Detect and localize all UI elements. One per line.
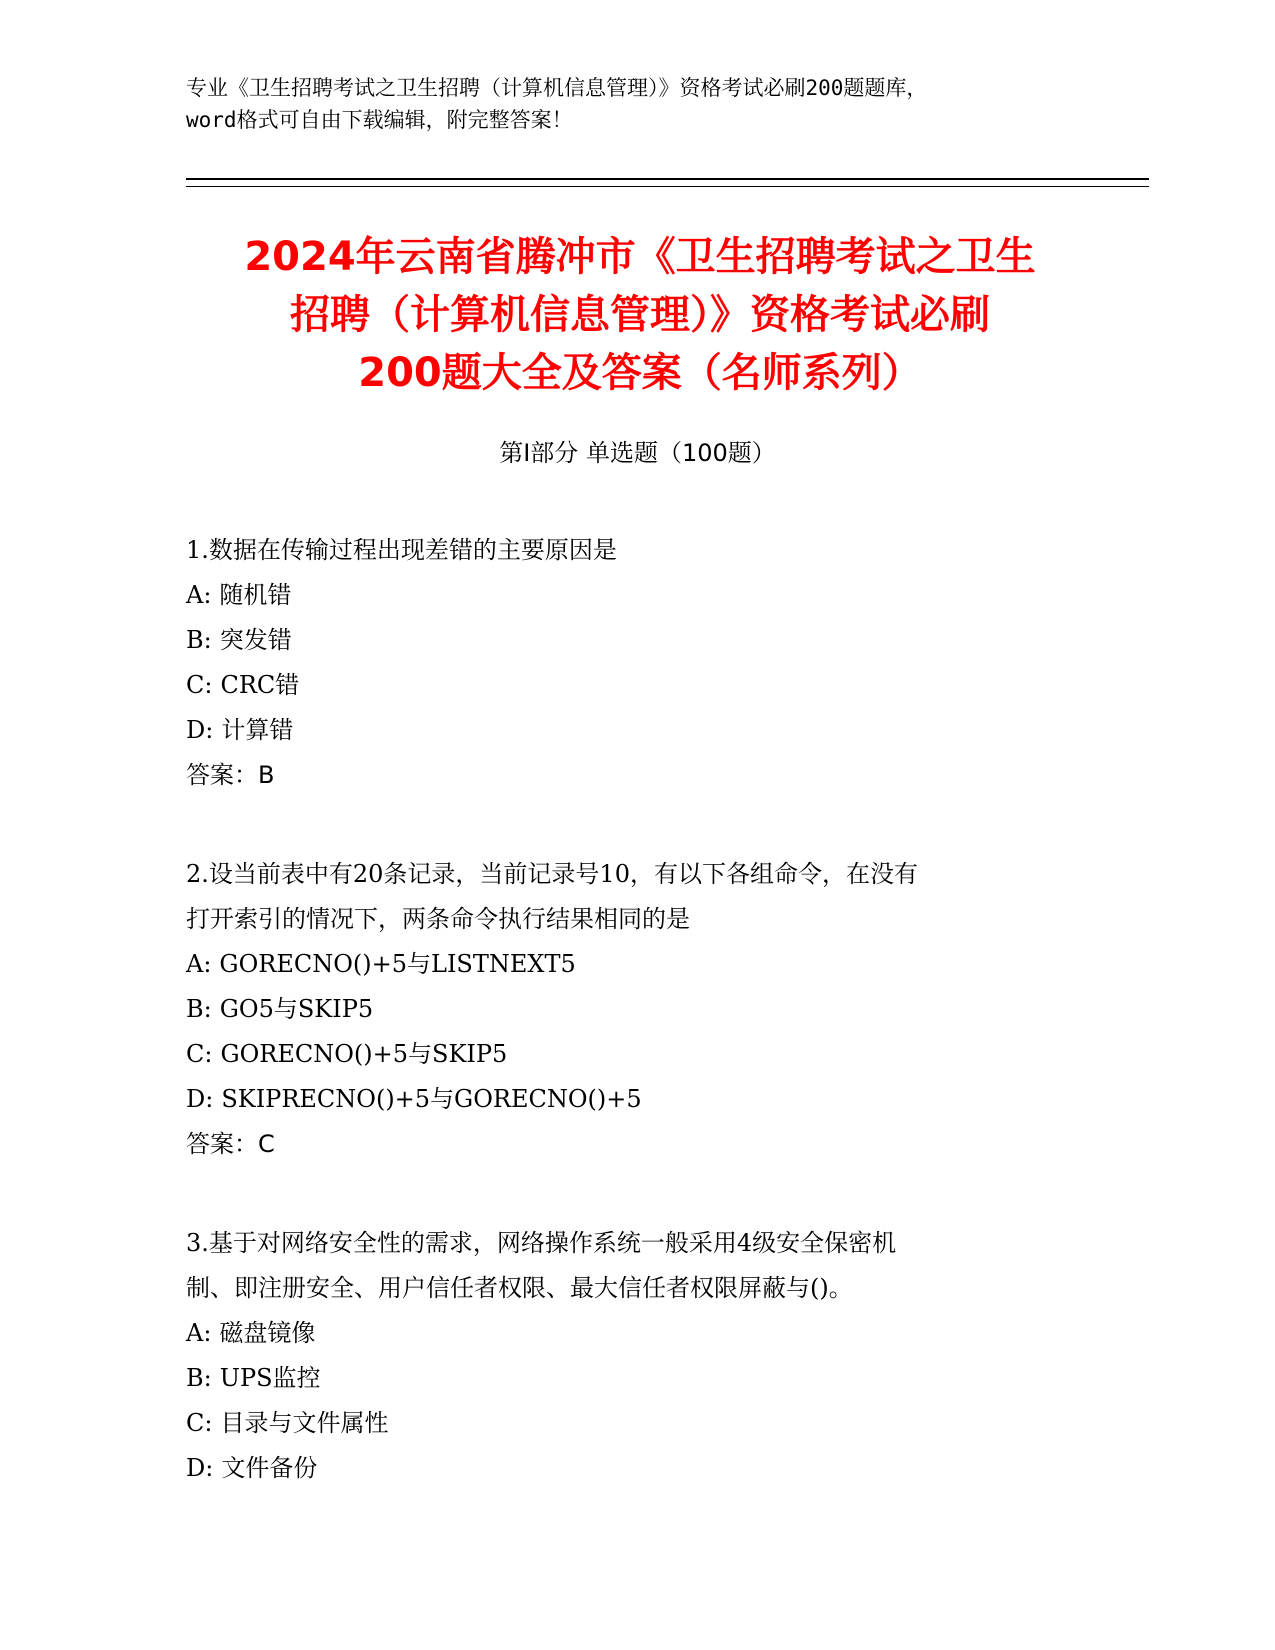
question-stem: 3.基于对网络安全性的需求，网络操作系统一般采用4级安全保密机 <box>186 1229 897 1257</box>
option-a <box>186 942 1086 987</box>
question-stem-continued: 制、即注册安全、用户信任者权限、最大信任者权限屏蔽与()。 <box>186 1274 853 1302</box>
title-line-2: 招聘（计算机信息管理）》资格考试必刷 <box>290 292 990 338</box>
option-b <box>186 987 1086 1032</box>
option-a <box>186 573 1086 618</box>
title-line-3: 200题大全及答案（名师系列） <box>358 350 922 396</box>
option-text: GORECNO()+5与SKIP5 <box>220 1040 508 1068</box>
header-note <box>186 72 1086 136</box>
option-letter: C: <box>186 1409 213 1437</box>
question-1 <box>186 528 1086 798</box>
option-d <box>186 1446 1086 1491</box>
option-text: CRC错 <box>220 671 300 699</box>
option-letter: B: <box>186 1364 212 1392</box>
option-text: 目录与文件属性 <box>220 1409 389 1437</box>
header-divider-thick <box>186 178 1149 180</box>
question-stem-continued: 打开索引的情况下，两条命令执行结果相同的是 <box>186 905 690 933</box>
option-letter: A: <box>186 1319 212 1347</box>
option-d <box>186 708 1086 753</box>
option-text: 磁盘镜像 <box>219 1319 316 1347</box>
header-line-2: word格式可自由下载编辑，附完整答案！ <box>186 108 573 132</box>
section-heading: 第Ⅰ部分 单选题（100题） <box>499 439 776 467</box>
header-divider-thin <box>186 186 1149 187</box>
option-text: 随机错 <box>219 581 292 609</box>
question-3 <box>186 1221 1086 1491</box>
question-stem: 2.设当前表中有20条记录，当前记录号10，有以下各组命令，在没有 <box>186 860 918 888</box>
answer-line: 答案：C <box>186 1130 275 1158</box>
option-letter: B: <box>186 626 212 654</box>
option-c <box>186 1032 1086 1077</box>
question-2 <box>186 852 1086 1167</box>
question-list <box>186 528 1086 1545</box>
option-c <box>186 1401 1086 1446</box>
option-letter: C: <box>186 671 213 699</box>
option-letter: A: <box>186 950 212 978</box>
option-b <box>186 618 1086 663</box>
option-text: GORECNO()+5与LISTNEXT5 <box>219 950 576 978</box>
document-title <box>140 228 1140 402</box>
option-letter: D: <box>186 1085 214 1113</box>
option-d <box>186 1077 1086 1122</box>
title-line-1: 2024年云南省腾冲市《卫生招聘考试之卫生 <box>244 234 1036 280</box>
option-text: SKIPRECNO()+5与GORECNO()+5 <box>221 1085 642 1113</box>
option-letter: D: <box>186 716 214 744</box>
option-a <box>186 1311 1086 1356</box>
option-letter: C: <box>186 1040 213 1068</box>
header-line-1: 专业《卫生招聘考试之卫生招聘（计算机信息管理）》资格考试必刷200题题库， <box>186 76 928 100</box>
option-b <box>186 1356 1086 1401</box>
option-text: 突发错 <box>219 626 292 654</box>
option-letter: B: <box>186 995 212 1023</box>
option-letter: A: <box>186 581 212 609</box>
option-text: UPS监控 <box>219 1364 321 1392</box>
option-letter: D: <box>186 1454 214 1482</box>
question-stem: 1.数据在传输过程出现差错的主要原因是 <box>186 536 617 564</box>
option-c <box>186 663 1086 708</box>
answer-line: 答案：B <box>186 761 275 789</box>
option-text: 文件备份 <box>221 1454 318 1482</box>
option-text: GO5与SKIP5 <box>219 995 374 1023</box>
option-text: 计算错 <box>221 716 294 744</box>
